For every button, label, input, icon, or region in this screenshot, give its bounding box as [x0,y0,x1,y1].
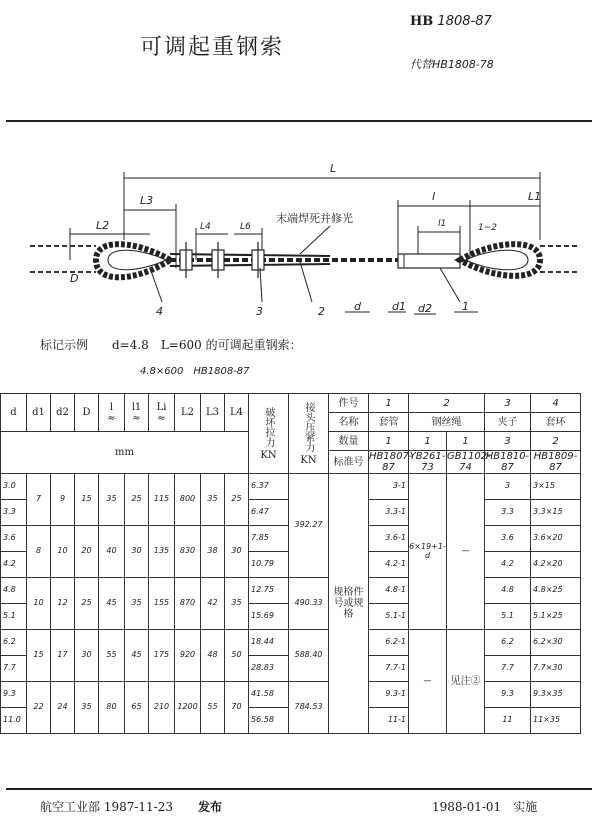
dim-label-L6: L6 [240,222,251,232]
cell-d: 35 [75,682,99,734]
part-label-4: 4 [156,305,163,318]
cell-d: 3.0 [1,474,27,500]
cell-break-force: 56.58 [249,708,289,734]
cell-break-force: 12.75 [249,578,289,604]
sleeve-part-1 [398,254,460,268]
cell-d: 15 [75,474,99,526]
cell-break-force: 6.47 [249,500,289,526]
cell-l1: 65 [125,682,149,734]
cell-part3: 4.2 [485,552,531,578]
col-header-d2: d2 [51,394,75,432]
col-header-crimp-force: 接头压紧力 KN [289,394,329,474]
col-header-l: l ≈ [99,394,125,432]
col-header-D: D [75,394,99,432]
part-label-1: 1 [462,300,469,313]
col-header-d1: d1 [27,394,51,432]
cell-d: 5.1 [1,604,27,630]
cell-l4: 70 [225,682,249,734]
cell-d2: 12 [51,578,75,630]
cell-l1: 45 [125,630,149,682]
cell-d: 20 [75,526,99,578]
cell-part4: 4.8×25 [531,578,581,604]
part-leader-3 [260,268,262,302]
cell-l2: 800 [175,474,201,526]
cell-dash: — [409,630,447,734]
issuer-date: 航空工业部 1987-11-23 [40,800,174,814]
cell-d: 3.6 [1,526,27,552]
cell-d2: 10 [51,526,75,578]
qty-part4: 2 [531,432,581,451]
specification-table [0,393,581,734]
dim-label-L2: L2 [96,219,110,232]
table-row [1,578,581,604]
cell-part4: 3.3×15 [531,500,581,526]
cell-part1: 4.2-1 [369,552,409,578]
callout-leader [300,226,330,254]
part4-no: 4 [531,394,581,413]
unit-mm: mm [1,432,249,474]
cell-part3: 3.3 [485,500,531,526]
dim-label-l1: l1 [438,219,447,229]
dim-label-d2: d2 [418,302,432,315]
cell-l2: 1200 [175,682,201,734]
cell-l4: 25 [225,474,249,526]
rope-assembly-drawing [0,150,600,330]
cell-part1: 6.2-1 [369,630,409,656]
marking-example-caption: 标记示例 d=4.8 L=600 的可调起重钢索： [40,338,302,352]
std-part3: HB1810-87 [485,451,530,473]
cell-l4: 35 [225,578,249,630]
h-std: 标准号 [329,451,369,474]
cell-crimp-force: 784.53 [289,682,329,734]
cell-part1: 11-1 [369,708,409,734]
cell-part4: 3×15 [531,474,581,500]
col-header-l1: l1 ≈ [125,394,149,432]
dim-label-d: d [354,300,361,313]
part-label-2: 2 [318,305,325,318]
rope-body-upper [170,254,330,256]
cell-l2: 830 [175,526,201,578]
callout-note: 末端焊死并修光 [276,212,353,225]
qty-part2a: 1 [409,432,447,451]
cell-part4: 3.6×20 [531,526,581,552]
cell-part4: 11×35 [531,708,581,734]
cell-part1: 7.7-1 [369,656,409,682]
cell-l3: 35 [201,474,225,526]
part-leader-4 [150,268,162,302]
part2-name: 钢丝绳 [409,413,485,432]
dim-label-d1: d1 [392,300,406,313]
h-qty: 数量 [329,432,369,451]
cell-break-force: 15.69 [249,604,289,630]
marking-example-value: 4.8×600 HB1808-87 [140,366,250,377]
qty-part3: 3 [485,432,531,451]
dim-label-L: L [330,162,337,175]
cell-part3: 3 [485,474,531,500]
cell-part4: 6.2×30 [531,630,581,656]
cell-break-force: 7.85 [249,526,289,552]
cell-part3: 11 [485,708,531,734]
cell-li: 155 [149,578,175,630]
cell-d1: 22 [27,682,51,734]
cell-part1: 3.3-1 [369,500,409,526]
issued-label: 发布 [198,800,223,814]
replaces-note: 代替HB1808-78 [410,58,494,71]
cell-d1: 7 [27,474,51,526]
cell-crimp-force: 392.27 [289,474,329,578]
dim-label-gap: 1~2 [478,223,497,233]
dim-label-L3: L3 [140,194,154,207]
std-part1: HB1807-87 [369,451,413,473]
cell-l2: 870 [175,578,201,630]
cell-l: 35 [99,474,125,526]
cell-part4: 9.3×35 [531,682,581,708]
table-header-row [1,394,581,413]
cell-dash: — [447,474,485,630]
cell-part1: 5.1-1 [369,604,409,630]
col-header-L3: L3 [201,394,225,432]
cell-l1: 35 [125,578,149,630]
cell-d: 4.8 [1,578,27,604]
cell-l3: 38 [201,526,225,578]
cell-part4: 5.1×25 [531,604,581,630]
footer-rule [6,788,592,790]
cell-part3: 9.3 [485,682,531,708]
col-header-break-force: 破坏拉力 KN [249,394,289,474]
part-leader-2 [300,262,312,302]
cell-break-force: 28.83 [249,656,289,682]
dim-label-D: D [70,272,79,285]
cell-l3: 48 [201,630,225,682]
standard-number: 1808-87 [437,14,492,29]
cell-part3: 5.1 [485,604,531,630]
cell-crimp-force: 490.33 [289,578,329,630]
cell-part3: 3.6 [485,526,531,552]
cell-l: 45 [99,578,125,630]
cell-rope-spec: 6×19+1-d [409,474,447,630]
cell-l3: 55 [201,682,225,734]
header-rule [6,120,592,122]
part-leader-1 [440,268,460,302]
cell-l: 40 [99,526,125,578]
cell-crimp-force: 588.40 [289,630,329,682]
col-header-L4: L4 [225,394,249,432]
cell-d1: 8 [27,526,51,578]
cell-part4: 7.7×30 [531,656,581,682]
part3-no: 3 [485,394,531,413]
cell-break-force: 18.44 [249,630,289,656]
cell-part3: 6.2 [485,630,531,656]
h-name: 名称 [329,413,369,432]
cell-d2: 17 [51,630,75,682]
std-part4: HB1809-87 [531,451,581,474]
cell-break-force: 41.58 [249,682,289,708]
cell-li: 175 [149,630,175,682]
cell-part1: 3.6-1 [369,526,409,552]
part4-name: 套环 [531,413,581,432]
qty-part2b: 1 [447,432,485,451]
cell-d: 6.2 [1,630,27,656]
cell-part3: 4.8 [485,578,531,604]
standard-code [410,14,492,29]
dim-label-L1: L1 [528,190,542,203]
cell-see-note: 见注② [447,630,485,734]
part2-no: 2 [409,394,485,413]
cell-d: 25 [75,578,99,630]
dim-label-L4: L4 [200,222,211,232]
cell-part4: 4.2×20 [531,552,581,578]
cell-l: 80 [99,682,125,734]
part1-name: 套管 [369,413,409,432]
cell-d: 30 [75,630,99,682]
cell-l2: 920 [175,630,201,682]
cell-d: 11.0 [1,708,27,734]
cell-l4: 50 [225,630,249,682]
cell-l4: 30 [225,526,249,578]
cell-li: 210 [149,682,175,734]
effective-date: 1988-01-01 实施 [432,800,538,814]
cell-break-force: 10.79 [249,552,289,578]
cell-d1: 10 [27,578,51,630]
table-row [1,682,581,708]
cell-d: 9.3 [1,682,27,708]
cell-part3: 7.7 [485,656,531,682]
cell-d1: 15 [27,630,51,682]
cell-d2: 9 [51,474,75,526]
cell-l1: 30 [125,526,149,578]
qty-part1: 1 [369,432,409,451]
part1-no: 1 [369,394,409,413]
h-part-no: 件号 [329,394,369,413]
std-part2b: GB1102-74 [447,451,491,473]
table-row [1,474,581,500]
cell-spec-note: 规格件号或规格 [329,474,369,734]
cell-li: 135 [149,526,175,578]
part3-name: 夹子 [485,413,531,432]
cell-part1: 4.8-1 [369,578,409,604]
std-part2a: YB261-73 [409,451,446,473]
standard-prefix: HB [410,14,434,29]
part-label-3: 3 [256,305,263,318]
cell-break-force: 6.37 [249,474,289,500]
col-header-d: d [1,394,27,432]
cell-part1: 9.3-1 [369,682,409,708]
page-title: 可调起重钢索 [140,35,285,60]
dim-label-l: l [432,190,436,203]
cell-d: 4.2 [1,552,27,578]
cell-l3: 42 [201,578,225,630]
table-row [1,630,581,656]
rope-body-lower [170,264,330,266]
col-header-L2: L2 [175,394,201,432]
col-header-Li: Li ≈ [149,394,175,432]
cell-li: 115 [149,474,175,526]
cell-part1: 3-1 [369,474,409,500]
cell-d: 7.7 [1,656,27,682]
cell-d: 3.3 [1,500,27,526]
cell-d2: 24 [51,682,75,734]
cell-l1: 25 [125,474,149,526]
cell-l: 55 [99,630,125,682]
